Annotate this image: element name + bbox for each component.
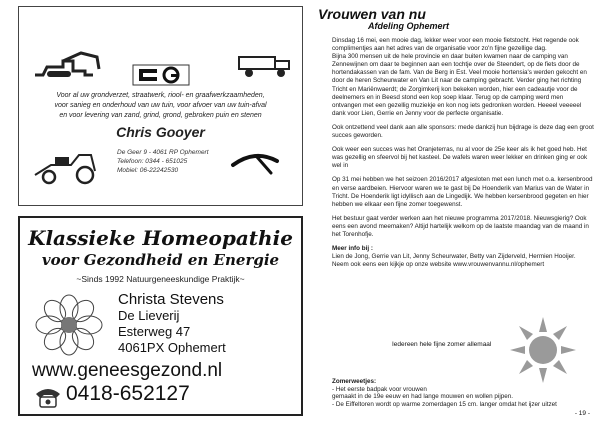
ad1-phone-line: Telefoon: 0344 - 651025 [117, 158, 188, 165]
ad2-contact-card [118, 292, 226, 356]
page-number: - 19 - [574, 410, 590, 417]
summer-fact-line: - De Eiffeltoren wordt op warme zomerdagen 15 cm. langer omdat het ijzer uitzet [332, 400, 557, 408]
summer-greeting: Iedereen hele fijne zomer allemaal [392, 341, 492, 348]
article-paragraph: Dinsdag 16 mei, een mooie dag, lekker weer voor een mooie fietstocht. Het regende ook complimentjes aan het adres van de organisatie voor zo'n fijne gezellige dag. [332, 37, 579, 53]
article-body [332, 37, 594, 275]
page-title: Vrouwen van nu [318, 6, 426, 22]
ad1-description-line: en voor levering van zand, grind, grond, gebroken puin en stenen [59, 112, 262, 119]
ad1-description-line: voor sanieg en onderhoud van uw tuin, voor afvoer van uw tuin-afval [54, 102, 267, 109]
article-paragraph: Het bestuur gaat verder werken aan het nieuwe programma 2017/2018. Nieuwsgierig? Ook eens een avond meemaken? Altijd hartelijk welkom op de laatste maandag van de maand in het Torenhofje. [332, 214, 589, 238]
ad1-address [117, 148, 209, 175]
sun-icon [508, 315, 578, 385]
ad1-mobile-line: Mobiel: 06-22242530 [117, 167, 179, 174]
pickaxe-icon [227, 147, 283, 175]
cg-logo-icon [131, 63, 191, 87]
summer-fact-line: gemaakt in de 19e eeuw en had lange mouwen en wollen pijpen. [332, 393, 513, 401]
truck-icon [235, 49, 295, 79]
ad2-contact-name: Christa Stevens [118, 291, 224, 308]
summer-facts [332, 378, 594, 408]
info-label: Meer info bij : [332, 245, 373, 253]
page-subtitle: Afdeling Ophemert [368, 21, 450, 31]
ad2-since-text: ~Sinds 1992 Natuurgeneeskundige Praktijk~ [76, 274, 245, 284]
chris-gooyer-advertisement [18, 6, 303, 206]
homeopathie-advertisement [18, 216, 303, 416]
excavator-icon [33, 49, 103, 79]
tractor-icon [31, 145, 103, 185]
summer-fact-line: - Het eerste badpak voor vrouwen [332, 385, 427, 393]
ad1-description [19, 91, 302, 121]
article-paragraph: Op 31 mei hebben we het seizoen 2016/2017 afgesloten met een lunch met o.a. kersenbrood en verse aardbeien. Hiervoor waren we te gast bij De Hoenderik van Marius van de Water in Tricht. De Hoenderik ligt idyllisch aan de Lingedijk. We hebben kersenbrood gegeten en hier hebben we elkaar een fijne zomer toegewenst. [332, 176, 593, 208]
ad2-title-line2: voor Gezondheid en Energie [41, 251, 280, 269]
ad1-address-line: De Geer 9 - 4061 RP Ophemert [117, 149, 209, 156]
ad2-contact-line: 4061PX Ophemert [118, 340, 226, 355]
ad2-contact-line: Esterweg 47 [118, 324, 191, 339]
ad1-company-name: Chris Gooyer [116, 124, 205, 140]
flower-icon [34, 294, 104, 356]
telephone-icon [34, 386, 62, 408]
article-paragraph: Bijna 300 mensen uit de hele provincie en daar buiten kwamen naar de camping van Zennewijnen om daar te beginnen aan een tochtje over de Steendert, op de fiets door de hortendakassen van de fam. Van de Berg in Est. Veel mooie hortensia's werden gekocht en door de heren Scheurwater en Van Lit naar de camping gebracht. Verder ging het richting Tricht en Mariënwaerdt; de Zorgimkerij kon bekeken worden, hier een cadeautje voor de deelnemers en in Beesd stond een kop soep klaar. Terug op de camping werd men ontvangen met een gezellig muziekje en kon nog iets gedronken worden. Heeeel veeeeel dank voor Lien, Gerrie en Jenny voor de perfecte organisatie. [332, 53, 587, 117]
summer-facts-label: Zomerweetjes: [332, 378, 377, 385]
article-paragraph: Ook ontzettend veel dank aan alle sponsors: mede dankzij hun bijdrage is deze dag een groot succes geworden. [332, 123, 594, 140]
info-text: Lien de Jong, Gerrie van Lit, Jenny Scheurwater, Betty van Zijderveld, Hermien Hooijer. [332, 253, 576, 261]
ad2-phone: 0418-652127 [66, 382, 190, 405]
article-paragraph: Ook weer een succes was het Oranjeterras, nu al voor de 25e keer als ik het goed heb. Het was gezellig en sfeervol bij het kasteel. De wafels waren weer lekker en drinken ging er ook wel in [332, 146, 588, 170]
ad2-title-line1: Klassieke Homeopathie [28, 226, 293, 250]
ad2-contact-line: De Lieverij [118, 308, 180, 323]
website-text: Neem ook eens een kijkje op onze website www.vrouwenvannu.nl/ophemert [332, 261, 545, 269]
ad2-website: www.geneesgezond.nl [32, 360, 223, 381]
info-block [332, 245, 594, 269]
ad1-description-line: Voor al uw grondverzet, straatwerk, riool- en graafwerkzaamheden, [56, 92, 265, 99]
